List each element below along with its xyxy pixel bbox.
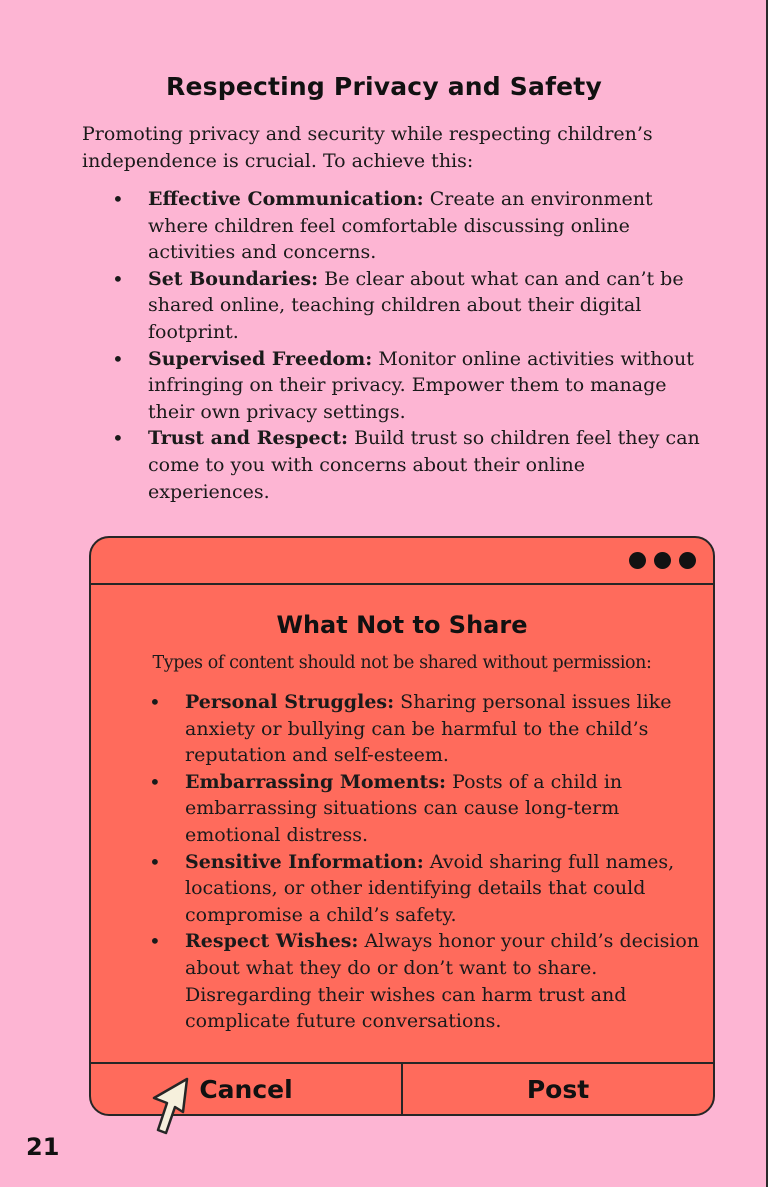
post-button[interactable]: Post — [526, 1074, 590, 1104]
item-text: Always honor your child’s decision about what they do or don’t want to share. Disregarding their wishes can harm trust and complicate future conversations. — [185, 930, 700, 1033]
tip-label: Supervised Freedom: — [148, 347, 373, 370]
window-titlebar — [91, 538, 713, 585]
share-list — [141, 689, 701, 1035]
tip-label: Effective Communication: — [148, 188, 424, 210]
intro-paragraph: Promoting privacy and security while respecting children’s independence is crucial. To achieve this: — [82, 123, 653, 172]
item-label: Sensitive Information: — [185, 850, 424, 873]
item-label: Personal Struggles: — [185, 691, 395, 713]
window-control-dot-icon[interactable] — [654, 552, 671, 569]
list-item — [141, 769, 701, 849]
list-item — [104, 346, 704, 426]
page-number: 21 — [26, 1133, 60, 1161]
item-label: Embarrassing Moments: — [185, 770, 447, 793]
tip-text: Build trust so children feel they can come to you with concerns about their online experiences. — [148, 427, 700, 503]
item-text: Avoid sharing full names, locations, or other identifying details that could compromise a child’s safety. — [185, 850, 675, 926]
item-label: Respect Wishes: — [185, 930, 359, 953]
tips-list — [104, 186, 704, 505]
list-item — [141, 928, 701, 1034]
tip-text: Be clear about what can and can’t be shared online, teaching children about their digital footprint. — [148, 267, 684, 343]
window-intro: Types of content should not be shared without permission: — [152, 653, 652, 673]
tip-label: Trust and Respect: — [148, 427, 349, 450]
window-control-dot-icon[interactable] — [679, 552, 696, 569]
list-item — [104, 425, 704, 505]
item-text: Posts of a child in embarrassing situations can cause long-term emotional distress. — [185, 770, 623, 846]
item-text: Sharing personal issues like anxiety or bullying can be harmful to the child’s reputation and self-esteem. — [185, 691, 672, 767]
page-title: Respecting Privacy and Safety — [166, 72, 602, 101]
list-item — [141, 849, 701, 929]
cancel-button[interactable]: Cancel — [91, 1064, 403, 1114]
tip-text: Create an environment where children feel comfortable discussing online activities and concerns. — [148, 188, 653, 264]
list-item — [104, 186, 704, 266]
what-not-to-share-window — [89, 536, 715, 1116]
window-title: What Not to Share — [276, 611, 528, 639]
cursor-arrow-icon — [150, 1076, 194, 1136]
tip-label: Set Boundaries: — [148, 267, 319, 290]
list-item — [141, 689, 701, 769]
window-control-dot-icon[interactable] — [629, 552, 646, 569]
list-item — [104, 266, 704, 346]
tip-text: Monitor online activities without infringing on their privacy. Empower them to manage their own privacy settings. — [148, 347, 694, 423]
